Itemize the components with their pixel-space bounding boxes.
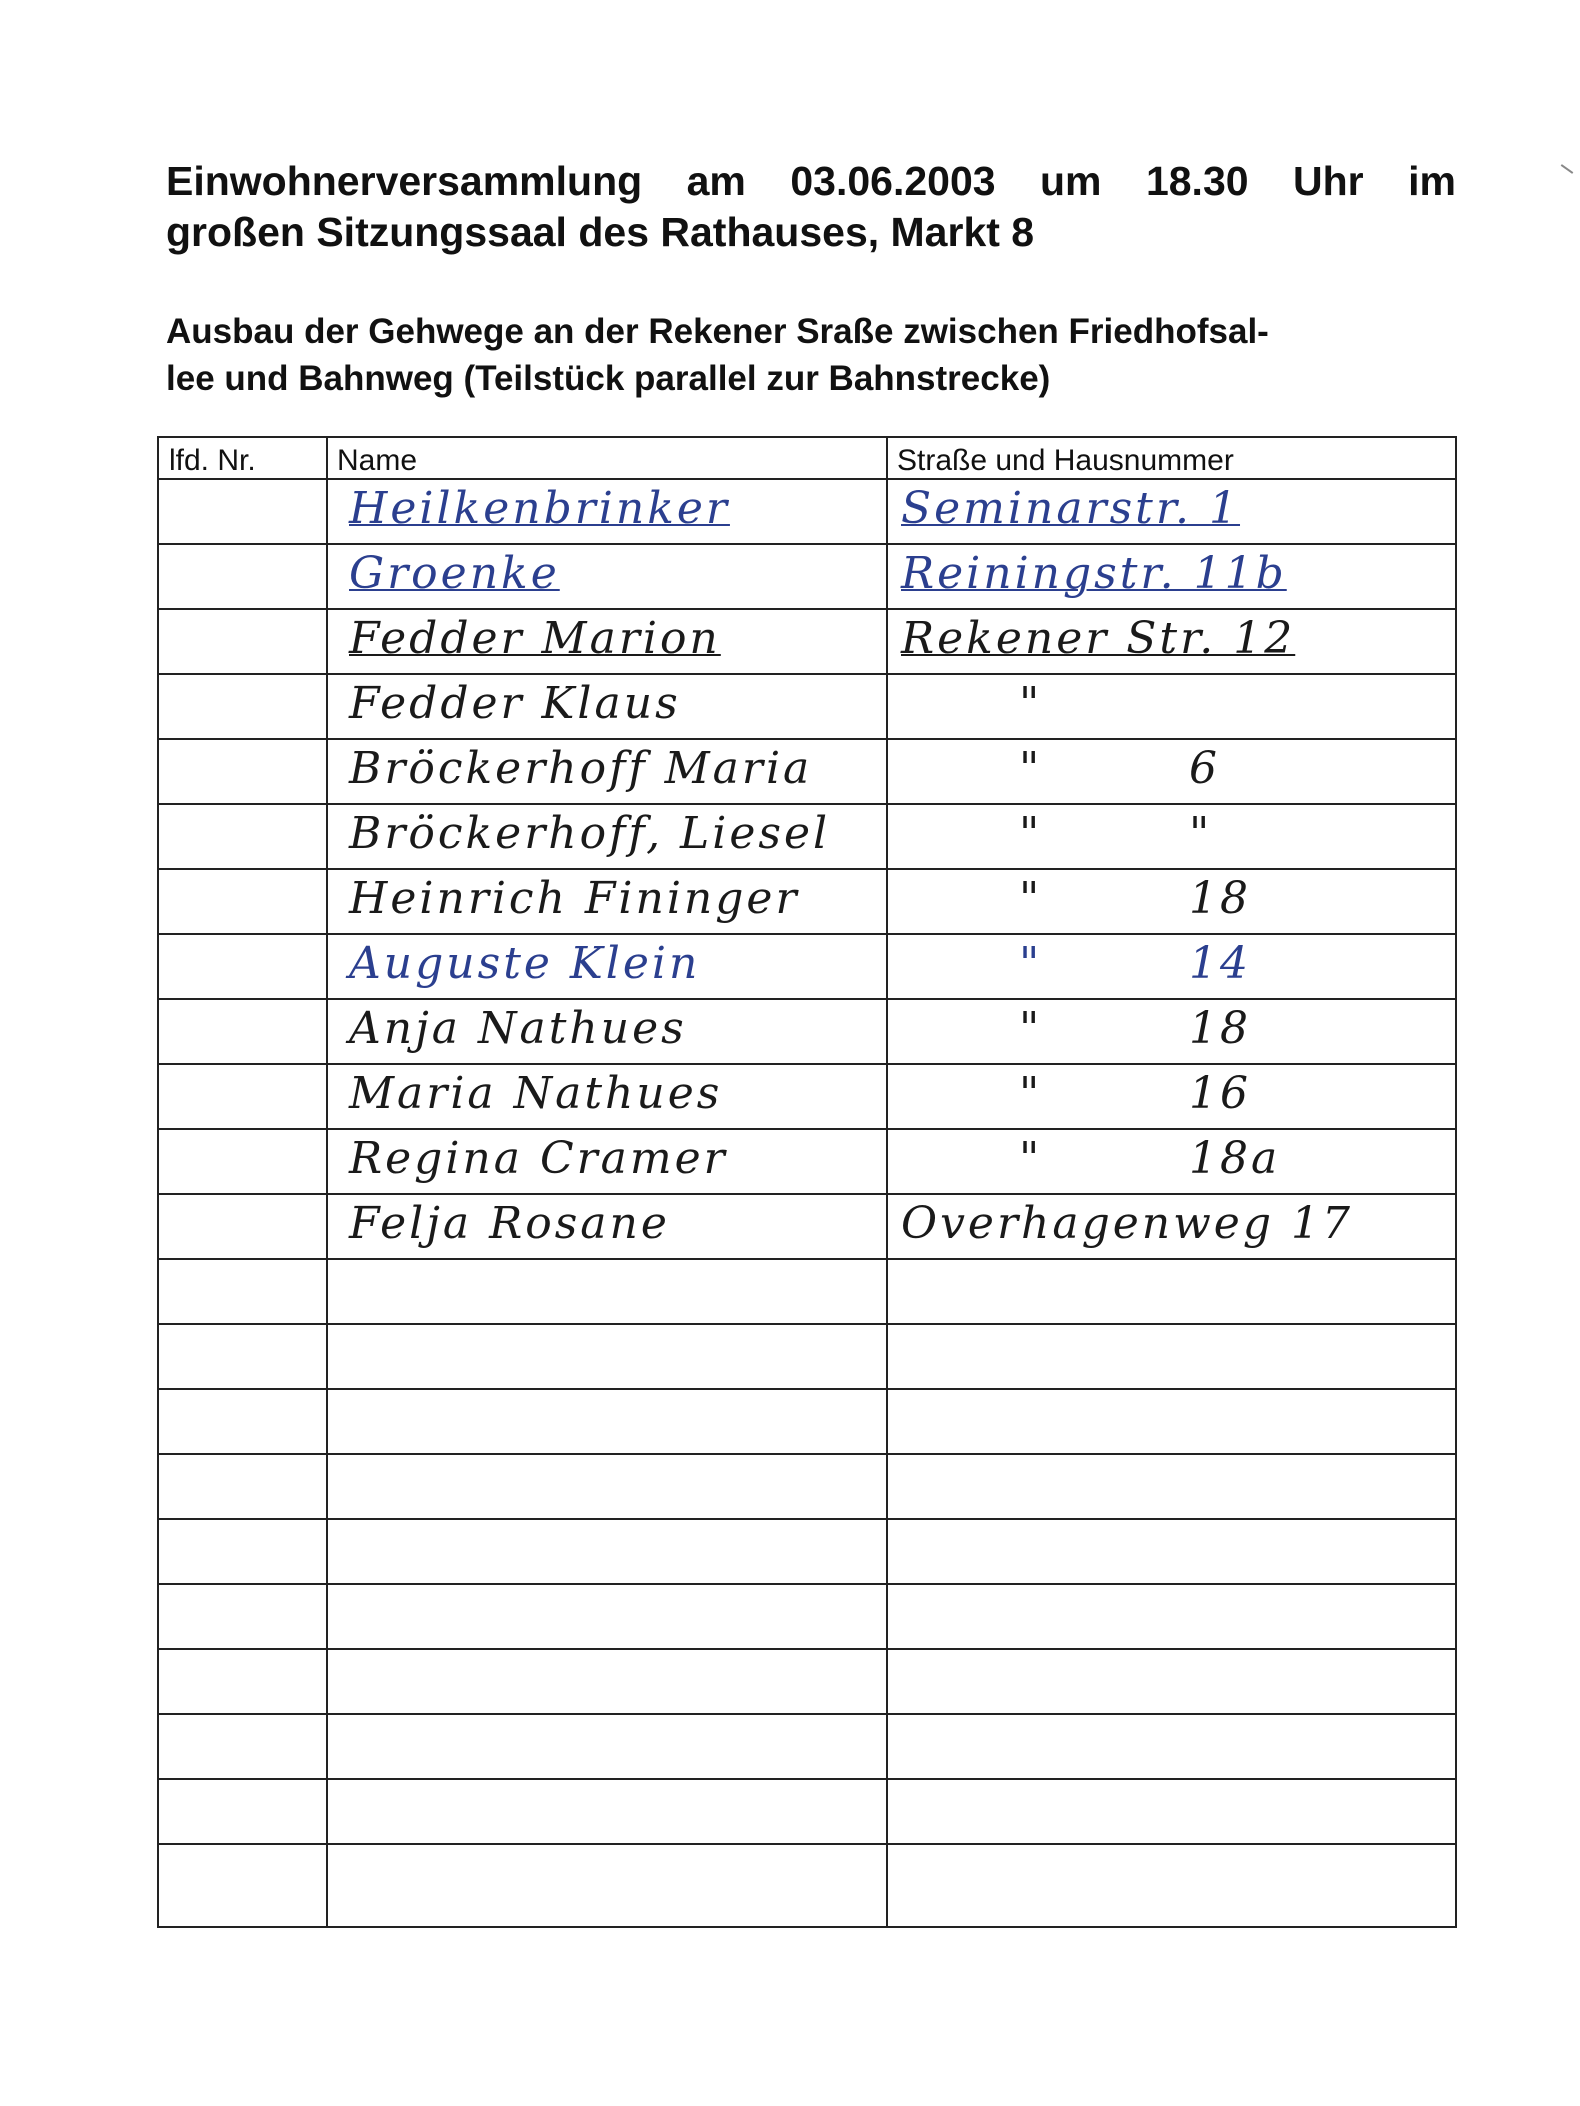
street-entry: Reiningstr. 11b (901, 548, 1287, 599)
row-divider (159, 1258, 1455, 1260)
row-divider (159, 1518, 1455, 1520)
signature-name: Anja Nathues (349, 1003, 687, 1054)
row-divider (159, 868, 1455, 870)
subtitle-line-2: lee und Bahnweg (Teilstück parallel zur Bahnstrecke) (166, 359, 1051, 398)
row-divider (159, 1063, 1455, 1065)
house-number-entry: 18 (1189, 1003, 1251, 1054)
street-entry: " (1019, 873, 1043, 924)
column-divider (326, 438, 328, 1926)
row-divider (159, 803, 1455, 805)
row-divider (159, 1713, 1455, 1715)
street-entry: " (1019, 678, 1043, 729)
row-divider (159, 738, 1455, 740)
row-divider (159, 608, 1455, 610)
scan-mark (1561, 164, 1574, 174)
row-divider (159, 1193, 1455, 1195)
column-header-number: lfd. Nr. (169, 444, 256, 477)
street-entry: " (1019, 743, 1043, 794)
signature-name: Bröckerhoff, Liesel (349, 808, 831, 859)
title-word: Uhr (1293, 158, 1364, 204)
title-word: Einwohnerversammlung (166, 158, 643, 204)
title-word: am (686, 158, 746, 204)
row-divider (159, 1778, 1455, 1780)
title-word: 03.06.2003 (790, 158, 996, 204)
signature-name: Regina Cramer (349, 1133, 728, 1184)
street-entry: Overhagenweg 17 (901, 1198, 1353, 1249)
street-entry: Rekener Str. 12 (901, 613, 1296, 664)
row-divider (159, 673, 1455, 675)
house-number-entry: 18a (1189, 1133, 1281, 1184)
row-divider (159, 543, 1455, 545)
signature-name: Maria Nathues (349, 1068, 723, 1119)
title-word: um (1040, 158, 1102, 204)
row-divider (159, 1388, 1455, 1390)
house-number-entry: 16 (1189, 1068, 1251, 1119)
street-entry: " (1019, 1068, 1043, 1119)
street-entry: " (1019, 1133, 1043, 1184)
title-word: 18.30 (1145, 158, 1249, 204)
street-entry: " (1019, 938, 1043, 989)
street-entry: " (1019, 808, 1043, 859)
signature-name: Bröckerhoff Maria (349, 743, 813, 794)
street-entry: " (1019, 1003, 1043, 1054)
row-divider (159, 1323, 1455, 1325)
row-divider (159, 933, 1455, 935)
signature-name: Fedder Marion (349, 613, 721, 664)
row-divider (159, 1453, 1455, 1455)
attendance-table (157, 436, 1457, 1928)
subtitle-line-1: Ausbau der Gehwege an der Rekener Sraße zwischen Friedhofsal- (166, 312, 1269, 351)
row-divider (159, 1128, 1455, 1130)
row-divider (159, 1648, 1455, 1650)
row-divider (159, 1583, 1455, 1585)
column-divider (886, 438, 888, 1926)
column-header-name: Name (337, 444, 418, 477)
row-divider (159, 1843, 1455, 1845)
house-number-entry: 18 (1189, 873, 1251, 924)
house-number-entry: 14 (1189, 938, 1251, 989)
signature-name: Heilkenbrinker (349, 483, 730, 534)
meeting-title (166, 156, 1456, 258)
house-number-entry: 6 (1189, 743, 1220, 794)
signature-name: Heinrich Fininger (349, 873, 800, 924)
agenda-subtitle (166, 308, 1456, 402)
title-line-2: großen Sitzungssaal des Rathauses, Markt 8 (166, 209, 1035, 255)
title-word: im (1408, 158, 1456, 204)
signature-name: Fedder Klaus (349, 678, 681, 729)
signature-name: Groenke (349, 548, 560, 599)
street-entry: Seminarstr. 1 (901, 483, 1241, 534)
row-divider (159, 998, 1455, 1000)
column-header-address: Straße und Hausnummer (897, 444, 1234, 477)
title-line-1 (166, 156, 1456, 207)
signature-name: Auguste Klein (349, 938, 701, 989)
signature-name: Felja Rosane (349, 1198, 670, 1249)
house-number-entry: " (1189, 808, 1213, 859)
row-divider (159, 478, 1455, 480)
